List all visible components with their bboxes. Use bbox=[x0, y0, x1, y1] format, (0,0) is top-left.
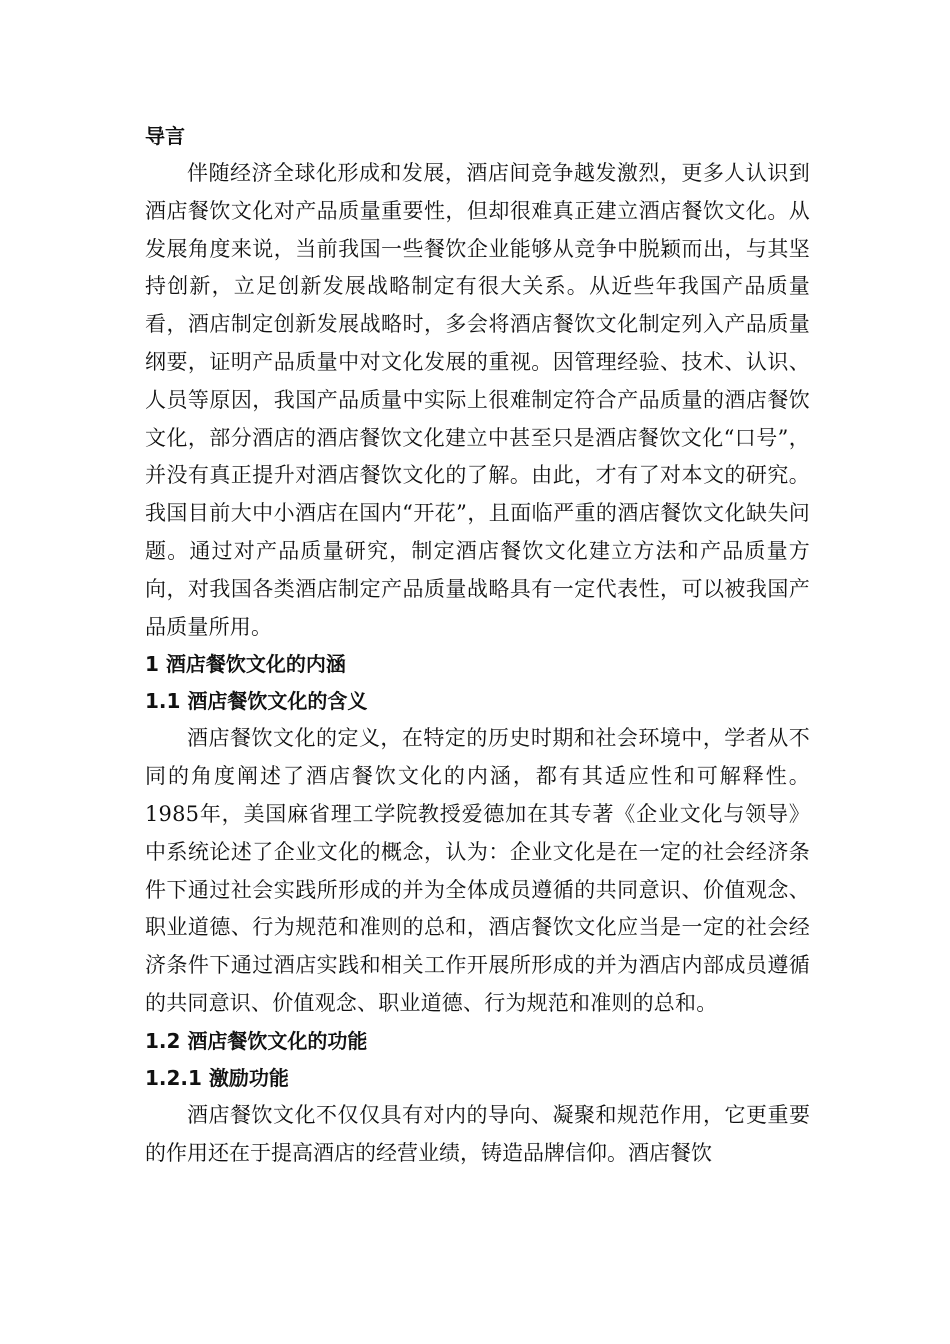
section-1-2-1-heading: 1.2.1 激励功能 bbox=[145, 1065, 289, 1090]
intro-paragraph: 伴随经济全球化形成和发展，酒店间竞争越发激烈，更多人认识到酒店餐饮文化对产品质量重要性，但却很难真正建立酒店餐饮文化。从发展角度来说，当前我国一些餐饮企业能够从竞争中脱颖而出，与其坚持创新，立足创新发展战略制定有很大关系。从近些年我国产品质量看，酒店制定创新发展战略时，多会将酒店餐饮文化制定列入产品质量纲要，证明产品质量中对文化发展的重视。因管理经验、技术、认识、人员等原因，我国产品质量中实际上很难制定符合产品质量的酒店餐饮文化，部分酒店的酒店餐饮文化建立中甚至只是酒店餐饮文化“口号”，并没有真正提升对酒店餐饮文化的了解。由此，才有了对本文的研究。我国目前大中小酒店在国内“开花”，且面临严重的酒店餐饮文化缺失问题。通过对产品质量研究，制定酒店餐饮文化建立方法和产品质量方向，对我国各类酒店制定产品质量战略具有一定代表性，可以被我国产品质量所用。 bbox=[145, 161, 810, 639]
section-1-2-heading: 1.2 酒店餐饮文化的功能 bbox=[145, 1028, 368, 1053]
section-1-2-1-paragraph: 酒店餐饮文化不仅仅具有对内的导向、凝聚和规范作用，它更重要的作用还在于提高酒店的经营业绩，铸造品牌信仰。酒店餐饮 bbox=[145, 1102, 810, 1165]
document-body bbox=[145, 118, 810, 1172]
section-1-1-paragraph: 酒店餐饮文化的定义，在特定的历史时期和社会环境中，学者从不同的角度阐述了酒店餐饮文化的内涵，都有其适应性和可解释性。1985年，美国麻省理工学院教授爱德加在其专著《企业文化与领导》中系统论述了企业文化的概念，认为：企业文化是在一定的社会经济条件下通过社会实践所形成的并为全体成员遵循的共同意识、价值观念、职业道德、行为规范和准则的总和，酒店餐饮文化应当是一定的社会经济条件下通过酒店实践和相关工作开展所形成的并为酒店内部成员遵循的共同意识、价值观念、职业道德、行为规范和准则的总和。 bbox=[145, 726, 810, 1015]
section-1-1-heading: 1.1 酒店餐饮文化的含义 bbox=[145, 689, 368, 714]
intro-heading: 导言 bbox=[145, 124, 185, 148]
section-1-heading: 1 酒店餐饮文化的内涵 bbox=[145, 652, 346, 677]
